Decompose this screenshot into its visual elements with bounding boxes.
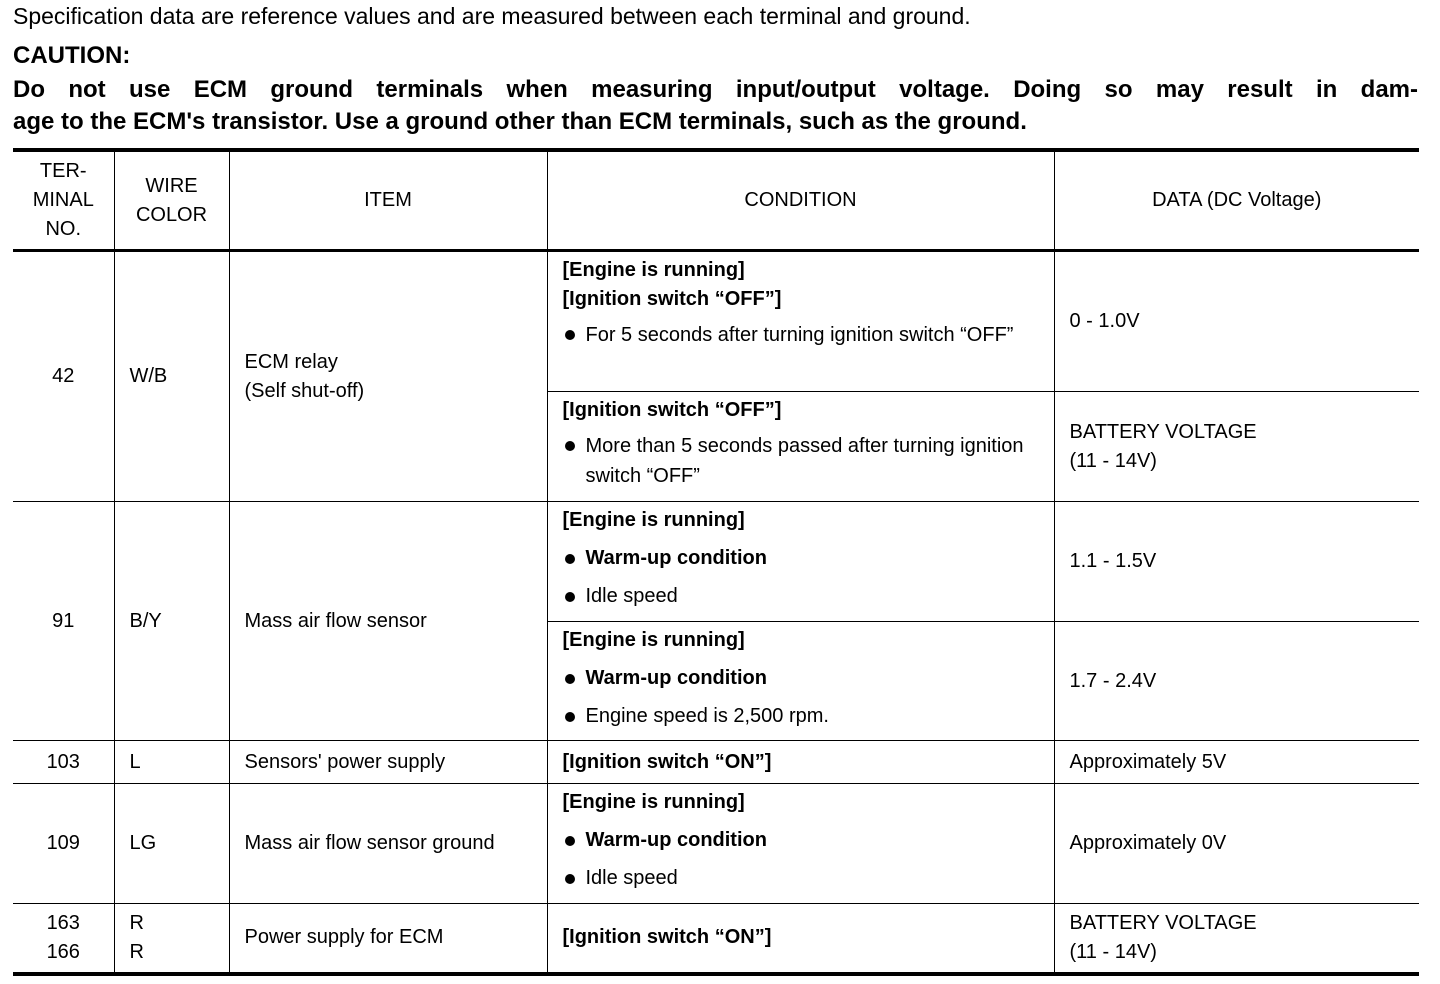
item-cell [229,251,547,502]
condition-bullet: More than 5 seconds passed after turning ignition switch “OFF” [563,431,1044,491]
terminal-no: 91 [13,502,114,741]
wire-color: LG [114,784,229,904]
data-line: BATTERY VOLTAGE [1069,420,1257,443]
condition-cell [547,622,1054,741]
header-wire-line: COLOR [135,203,208,226]
terminal-no: 42 [13,251,114,502]
data-cell: Approximately 0V [1054,784,1419,904]
condition-heading: [Engine is running] [562,509,745,531]
condition-cell [547,392,1054,502]
data-line: (11 - 14V) [1069,940,1157,963]
condition-bullet: Engine speed is 2,500 rpm. [563,702,1044,731]
header-wire-color [114,150,229,251]
header-terminal-line: TER- [39,160,87,182]
table-row [13,904,1419,974]
condition-heading: [Engine is running] [562,259,745,281]
header-terminal-no [13,150,114,251]
table-row [13,251,1419,392]
data-cell: 1.1 - 1.5V [1054,502,1419,622]
condition-cell [547,741,1054,784]
terminal-no: 103 [13,741,114,784]
condition-cell [547,251,1054,392]
caution-body [13,74,1418,138]
item-line: ECM relay [244,350,338,373]
wire-color: L [114,741,229,784]
caution-line-2: age to the ECM's transistor. Use a ground other than ECM terminals, such as the ground. [13,108,1027,135]
data-line: BATTERY VOLTAGE [1069,911,1257,934]
item-cell: Power supply for ECM [229,904,547,974]
header-terminal-line: NO. [45,218,82,240]
table-row [13,784,1419,904]
condition-cell [547,784,1054,904]
table-header-row [13,150,1419,251]
wire-color [114,904,229,974]
wire-color: B/Y [114,502,229,741]
data-cell: 0 - 1.0V [1054,251,1419,392]
condition-cell [547,502,1054,622]
condition-heading: [Ignition switch “ON”] [562,926,772,949]
header-terminal-line: MINAL [32,189,94,211]
terminal-line: 166 [46,940,80,963]
intro-text: Specification data are reference values and are measured between each terminal and ground. [13,3,971,29]
data-line: (11 - 14V) [1069,449,1157,472]
wire-line: R [129,940,144,963]
condition-bullet: Warm-up condition [563,826,1044,855]
condition-heading: [Ignition switch “OFF”] [562,399,782,421]
terminal-spec-table [13,148,1419,976]
header-wire-line: WIRE [145,174,198,197]
condition-heading: [Ignition switch “ON”] [562,750,772,773]
condition-bullet: Idle speed [563,864,1044,893]
data-cell: 1.7 - 2.4V [1054,622,1419,741]
item-cell: Sensors' power supply [229,741,547,784]
wire-color: W/B [114,251,229,502]
condition-cell [547,904,1054,974]
data-cell [1054,392,1419,502]
terminal-line: 163 [46,911,80,934]
condition-bullet: For 5 seconds after turning ignition switch “OFF” [563,320,1044,350]
condition-bullet: Warm-up condition [563,544,1044,573]
header-data: DATA (DC Voltage) [1054,150,1419,251]
caution-title: CAUTION: [13,42,131,69]
table-row [13,741,1419,784]
data-cell: Approximately 5V [1054,741,1419,784]
condition-heading: [Engine is running] [562,791,745,813]
condition-bullet: Warm-up condition [563,664,1044,693]
condition-bullet: Idle speed [563,582,1044,611]
condition-heading: [Engine is running] [562,629,745,651]
table-row [13,502,1419,622]
terminal-no [13,904,114,974]
header-item: ITEM [229,150,547,251]
condition-heading: [Ignition switch “OFF”] [562,288,782,310]
data-cell [1054,904,1419,974]
item-cell: Mass air flow sensor [229,502,547,741]
item-cell: Mass air flow sensor ground [229,784,547,904]
item-line: (Self shut-off) [244,379,365,402]
header-condition: CONDITION [547,150,1054,251]
wire-line: R [129,911,144,934]
terminal-no: 109 [13,784,114,904]
caution-line-1: Do not use ECM ground terminals when measuring input/output voltage. Doing so may result in dam- [13,76,1418,103]
